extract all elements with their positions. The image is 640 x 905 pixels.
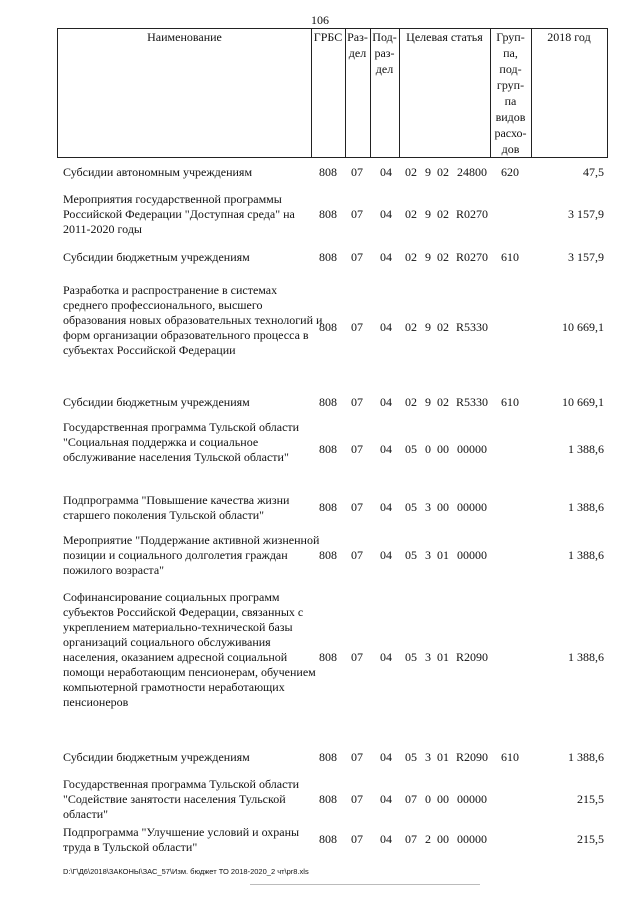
row-d: 00000 bbox=[457, 442, 487, 456]
row-b: 3 bbox=[425, 500, 431, 514]
table-row bbox=[0, 493, 640, 523]
row-d: R5330 bbox=[455, 395, 488, 409]
row-rz: 07 bbox=[351, 165, 363, 179]
row-grbs: 808 bbox=[319, 791, 337, 806]
row-c: 01 bbox=[437, 750, 449, 764]
row-c: 02 bbox=[437, 395, 449, 409]
row-d: 00000 bbox=[457, 791, 487, 806]
row-d: R0270 bbox=[455, 206, 488, 221]
row-sum: 1 388,6 bbox=[568, 442, 604, 456]
row-d: 00000 bbox=[457, 832, 487, 846]
row-name: Софинансирование социальных программ субъектов Российской Федерации, связанных с укреплением материально-технической базы организаций социального обслуживания населения, оказанием адресной социальной помощи неработающим пенсионерам, обучением компьютерной грамотности неработающих пенсионеров bbox=[63, 590, 316, 709]
row-grbs: 808 bbox=[319, 320, 337, 334]
row-rz: 07 bbox=[351, 250, 363, 264]
row-c: 00 bbox=[437, 832, 449, 846]
row-grbs: 808 bbox=[319, 442, 337, 456]
row-b: 0 bbox=[425, 791, 431, 806]
row-a: 07 bbox=[405, 791, 417, 806]
row-b: 3 bbox=[425, 547, 431, 562]
row-grbs: 808 bbox=[319, 649, 337, 664]
row-a: 02 bbox=[405, 320, 417, 334]
row-c: 02 bbox=[437, 320, 449, 334]
row-a: 05 bbox=[405, 442, 417, 456]
row-rz: 07 bbox=[351, 649, 363, 664]
row-vr: 610 bbox=[501, 750, 519, 764]
header-target: Целевая статья bbox=[399, 29, 491, 157]
row-name: Разработка и распространение в системах среднего профессионального, высшего образования новых образовательных технологий и форм организации образовательного процесса в субъектах Российской Федерации bbox=[63, 283, 323, 357]
row-b: 9 bbox=[425, 395, 431, 409]
row-b: 9 bbox=[425, 320, 431, 334]
row-name: Субсидии бюджетным учреждениям bbox=[63, 250, 250, 264]
scan-smudge bbox=[250, 884, 480, 885]
table-row bbox=[0, 395, 640, 410]
row-d: 24800 bbox=[457, 165, 487, 179]
table-header bbox=[57, 28, 608, 158]
row-c: 00 bbox=[437, 500, 449, 514]
row-d: R0270 bbox=[455, 250, 488, 264]
row-pr: 04 bbox=[380, 791, 392, 806]
row-d: R2090 bbox=[455, 649, 488, 664]
page-number: 106 bbox=[311, 13, 329, 27]
row-sum: 1 388,6 bbox=[568, 750, 604, 764]
row-sum: 10 669,1 bbox=[562, 320, 604, 334]
row-rz: 07 bbox=[351, 395, 363, 409]
row-sum: 1 388,6 bbox=[568, 649, 604, 664]
table-row bbox=[0, 283, 640, 373]
row-sum: 215,5 bbox=[577, 791, 604, 806]
row-sum: 47,5 bbox=[583, 165, 604, 179]
table-row bbox=[0, 420, 640, 480]
table-row bbox=[0, 533, 640, 578]
row-grbs: 808 bbox=[319, 547, 337, 562]
row-d: 00000 bbox=[457, 500, 487, 514]
table-row bbox=[0, 777, 640, 822]
header-group: Груп- па, под- груп- па видов расхо- дов bbox=[490, 29, 532, 157]
row-grbs: 808 bbox=[319, 250, 337, 264]
row-b: 9 bbox=[425, 165, 431, 179]
row-pr: 04 bbox=[380, 250, 392, 264]
row-name: Государственная программа Тульской области "Социальная поддержка и социальное обслуживание населения Тульской области" bbox=[63, 420, 300, 464]
table-row bbox=[0, 165, 640, 180]
row-grbs: 808 bbox=[319, 165, 337, 179]
row-name: Субсидии автономным учреждениям bbox=[63, 165, 253, 179]
row-d: 00000 bbox=[457, 547, 487, 562]
row-grbs: 808 bbox=[319, 750, 337, 764]
table-row bbox=[0, 250, 640, 265]
row-pr: 04 bbox=[380, 547, 392, 562]
row-a: 02 bbox=[405, 250, 417, 264]
row-a: 02 bbox=[405, 165, 417, 179]
row-vr: 610 bbox=[501, 250, 519, 264]
row-c: 01 bbox=[437, 649, 449, 664]
row-name: Подпрограмма "Повышение качества жизни старшего поколения Тульской области" bbox=[63, 493, 290, 522]
row-pr: 04 bbox=[380, 442, 392, 456]
header-year: 2018 год bbox=[531, 29, 608, 157]
row-vr: 620 bbox=[501, 165, 519, 179]
row-sum: 1 388,6 bbox=[568, 547, 604, 562]
row-rz: 07 bbox=[351, 320, 363, 334]
row-vr: 610 bbox=[501, 395, 519, 409]
row-c: 00 bbox=[437, 791, 449, 806]
row-pr: 04 bbox=[380, 395, 392, 409]
row-name: Подпрограмма "Улучшение условий и охраны труда в Тульской области" bbox=[63, 825, 300, 854]
row-a: 02 bbox=[405, 395, 417, 409]
row-rz: 07 bbox=[351, 206, 363, 221]
row-b: 3 bbox=[425, 649, 431, 664]
row-a: 05 bbox=[405, 500, 417, 514]
row-name: Мероприятия государственной программы Российской Федерации "Доступная среда" на 2011-2020 годы bbox=[63, 192, 295, 236]
header-razdel: Раз- дел bbox=[345, 29, 371, 157]
row-pr: 04 bbox=[380, 750, 392, 764]
row-sum: 3 157,9 bbox=[568, 206, 604, 221]
row-a: 05 bbox=[405, 547, 417, 562]
header-podrazdel: Под- раз- дел bbox=[370, 29, 400, 157]
row-rz: 07 bbox=[351, 547, 363, 562]
row-c: 02 bbox=[437, 165, 449, 179]
row-name: Субсидии бюджетным учреждениям bbox=[63, 395, 250, 409]
header-name: Наименование bbox=[58, 29, 312, 157]
row-d: R2090 bbox=[455, 750, 488, 764]
row-sum: 1 388,6 bbox=[568, 500, 604, 514]
row-b: 2 bbox=[425, 832, 431, 846]
row-c: 02 bbox=[437, 206, 449, 221]
row-b: 3 bbox=[425, 750, 431, 764]
row-sum: 3 157,9 bbox=[568, 250, 604, 264]
row-rz: 07 bbox=[351, 442, 363, 456]
row-a: 02 bbox=[405, 206, 417, 221]
row-pr: 04 bbox=[380, 500, 392, 514]
row-name: Субсидии бюджетным учреждениям bbox=[63, 750, 250, 764]
row-c: 02 bbox=[437, 250, 449, 264]
row-rz: 07 bbox=[351, 750, 363, 764]
row-b: 0 bbox=[425, 442, 431, 456]
row-c: 00 bbox=[437, 442, 449, 456]
table-row bbox=[0, 825, 640, 855]
row-grbs: 808 bbox=[319, 500, 337, 514]
table-row bbox=[0, 192, 640, 237]
row-pr: 04 bbox=[380, 649, 392, 664]
row-a: 05 bbox=[405, 750, 417, 764]
row-pr: 04 bbox=[380, 320, 392, 334]
file-path-footer: D:\Г\Д6\2018\ЗАКОНЫ\ЗАС_57\Изм. бюджет ТО 2018-2020_2 чт\pr8.xls bbox=[63, 867, 309, 876]
row-grbs: 808 bbox=[319, 395, 337, 409]
row-grbs: 808 bbox=[319, 206, 337, 221]
row-pr: 04 bbox=[380, 832, 392, 846]
row-a: 05 bbox=[405, 649, 417, 664]
row-d: R5330 bbox=[455, 320, 488, 334]
row-b: 9 bbox=[425, 250, 431, 264]
row-grbs: 808 bbox=[319, 832, 337, 846]
table-row bbox=[0, 750, 640, 765]
table-row bbox=[0, 590, 640, 725]
row-c: 01 bbox=[437, 547, 449, 562]
row-pr: 04 bbox=[380, 206, 392, 221]
row-a: 07 bbox=[405, 832, 417, 846]
row-name: Мероприятие "Поддержание активной жизненной позиции и социального долголетия граждан пожилого возраста" bbox=[63, 533, 320, 577]
row-sum: 10 669,1 bbox=[562, 395, 604, 409]
row-rz: 07 bbox=[351, 832, 363, 846]
row-rz: 07 bbox=[351, 791, 363, 806]
row-pr: 04 bbox=[380, 165, 392, 179]
header-grbs: ГРБС bbox=[311, 29, 346, 157]
row-b: 9 bbox=[425, 206, 431, 221]
row-rz: 07 bbox=[351, 500, 363, 514]
row-sum: 215,5 bbox=[577, 832, 604, 846]
row-name: Государственная программа Тульской области "Содействие занятости населения Тульской области" bbox=[63, 777, 300, 821]
